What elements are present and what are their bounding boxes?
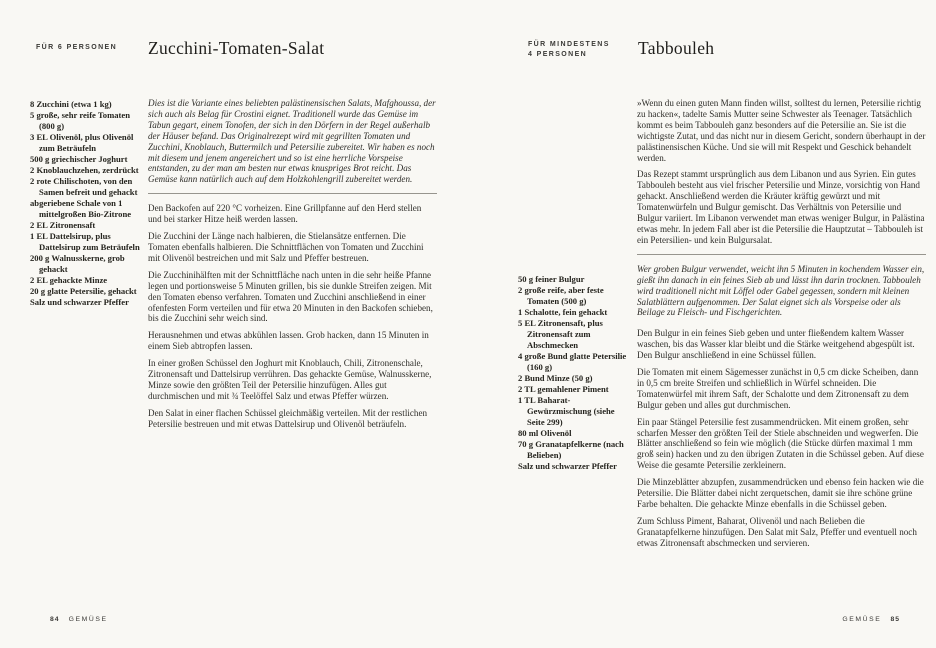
recipe-intro-right	[637, 98, 926, 246]
ingredient: 1 TL Baharat-Gewürzmischung (siehe Seite 299)	[518, 395, 615, 427]
ingredient: 2 rote Chilischoten, von den Samen befreit und gehackt	[30, 176, 138, 197]
ingredient: 200 g Walnusskerne, grob gehackt	[30, 253, 125, 274]
ingredient: 4 große Bund glatte Petersilie (160 g)	[518, 351, 627, 372]
step-paragraph: Den Salat in einer flachen Schüssel gleichmäßig verteilen. Mit der restlichen Petersilie bestreuen und mit etwas Dattelsirup und Olivenöl beträufeln.	[148, 407, 428, 429]
step-paragraph: Die Zucchinihälften mit der Schnittfläche nach unten in die sehr heiße Pfanne legen und portionsweise 5 Minuten grillen, bis sie dunkle Streifen zeigen. Mit den Tomaten ebenso verfahren. Tomaten und Zucchini anschließend in einer ofenfesten Form verteilen und für etwa 20 Minuten in den Backofen schieben, bis die Zucchini sehr weich sind.	[148, 269, 433, 324]
recipe-title-left: Zucchini-Tomaten-Salat	[148, 38, 325, 58]
step-paragraph: Zum Schluss Piment, Baharat, Olivenöl und nach Belieben die Granatapfelkerne hinzufügen. Den Salat mit Salz, Pfeffer und eventuell noch etwas Zitronensaft abschmecken und servieren.	[637, 515, 917, 548]
ingredient: 5 EL Zitronensaft, plus Zitronensaft zum Abschmecken	[518, 318, 603, 350]
ingredient: 8 Zucchini (etwa 1 kg)	[30, 99, 112, 109]
page-right	[468, 0, 936, 648]
ingredient-list-right	[518, 274, 634, 472]
recipe-title-right: Tabbouleh	[638, 38, 715, 58]
ingredient: 2 EL Zitronensaft	[30, 220, 96, 230]
ingredient: 2 EL gehackte Minze	[30, 275, 108, 285]
serves-label-left: FÜR 6 PERSONEN	[36, 44, 118, 51]
ingredient: 2 TL gemahlener Piment	[518, 384, 609, 394]
ingredient: 20 g glatte Petersilie, gehackt	[30, 286, 137, 296]
ingredient: 2 große reife, aber feste Tomaten (500 g)	[518, 285, 604, 306]
ingredient: Salz und schwarzer Pfeffer	[518, 461, 617, 471]
intro-paragraph: Das Rezept stammt ursprünglich aus dem Libanon und aus Syrien. Ein gutes Tabbouleh besteht aus viel frischer Petersilie und Minze, vorsichtig von Hand gehackt. Anschließend werden die Kräuter kräftig gewürzt und mit Tomatenwürfeln und Bulgur gemischt. Das Verhältnis von Petersilie und Bulgur variiert. Im Libanon verwendet man etwas weniger Bulgur, in Palästina etwas mehr. In jedem Fall aber ist die Petersilie die Hauptzutat – Tabbouleh ist ein Petersilien- und kein Bulgursalat.	[637, 169, 925, 245]
section-divider	[637, 254, 926, 255]
step-paragraph: Den Backofen auf 220 °C vorheizen. Eine Grillpfanne auf den Herd stellen und bei starker Hitze heiß werden lassen.	[148, 203, 422, 225]
page-footer-right	[842, 616, 900, 623]
section-divider	[148, 193, 437, 194]
ingredient: 1 Schalotte, fein gehackt	[518, 307, 608, 317]
ingredient: abgeriebene Schale von 1 mittelgroßen Bio-Zitrone	[30, 198, 132, 219]
step-paragraph: In einer großen Schüssel den Joghurt mit Knoblauch, Chili, Zitronenschale, Zitronensaft und Dattelsirup verrühren. Das gehackte Gemüse, Walnusskerne, Minze sowie den größten Teil der Petersilie hinzufügen. Alles gut durchmischen und mit ¾ Teelöffel Salz und etwas Pfeffer würzen.	[148, 358, 432, 401]
recipe-intro-left	[148, 98, 437, 185]
recipe-steps-right	[637, 328, 926, 548]
section-name: GEMÜSE	[68, 616, 108, 623]
recipe-note: Wer groben Bulgur verwendet, weicht ihn 5 Minuten in kochendem Wasser ein, gießt ihn danach in ein feines Sieb ab und lässt ihn darin trocknen. Tabbouleh wird traditionell nicht mit Löffel oder Gabel gegessen, sondern mit kleinen Salatblättern aufgenommen. Der Salat eignet sich als Vorspeise oder als Beilage zu Fleisch- und Fischgerichten.	[637, 263, 925, 318]
step-paragraph: Die Zucchini der Länge nach halbieren, die Stielansätze entfernen. Die Tomaten ebenfalls halbieren. Die Schnittflächen von Tomaten und Zucchini mit Olivenöl bestreichen und mit Salz und Pfeffer bestreuen.	[148, 231, 424, 263]
serves-line-2: 4 PERSONEN	[528, 51, 588, 58]
serves-label-right	[528, 40, 610, 60]
ingredient: 3 EL Olivenöl, plus Olivenöl zum Beträufeln	[30, 132, 134, 153]
recipe-body-right	[637, 98, 926, 549]
ingredient: 2 Bund Minze (50 g)	[518, 373, 593, 383]
step-paragraph: Ein paar Stängel Petersilie fest zusammendrücken. Mit einem großen, sehr scharfen Messer den größten Teil der Stiele abschneiden und wegwerfen. Die Blätter anschließend so fein wie möglich (die Stücke dürfen maximal 1 mm groß sein) hacken und zu den übrigen Zutaten in die Schüssel geben. Auf diese Weise die gesamte Petersilie zerkleinern.	[637, 416, 924, 471]
ingredient-list-left	[30, 99, 146, 308]
intro-paragraph: Dies ist die Variante eines beliebten palästinensischen Salats, Mafghoussa, der sich auch als Belag für Crostini eignet. Traditionell wurde das Gemüse im Tabun gegart, einem Tonofen, der sich in den Dörfern in der Regel außerhalb der Häuser befand. Das Originalrezept wird mit gegrillten Tomaten und Zucchini, Knoblauch, Buttermilch und Petersilie zubereitet. Wir haben es noch mit diesem und jenem angereichert und so ist eine herrliche Vorspeise entstanden, zu der man am besten nur etwas knuspriges Brot reicht. Das Gemüse kann natürlich auch auf dem Holzkohlengrill zubereitet werden.	[148, 98, 436, 185]
ingredient: 80 ml Olivenöl	[518, 428, 572, 438]
step-paragraph: Die Tomaten mit einem Sägemesser zunächst in 0,5 cm dicke Scheiben, dann in 0,5 cm breite Streifen und schließlich in Würfel schneiden. Die Tomatenwürfel mit ihrem Saft, der Schalotte und dem Zitronensaft zu dem Bulgur geben und alles gut durchmischen.	[637, 367, 919, 410]
step-paragraph: Den Bulgur in ein feines Sieb geben und unter fließendem kaltem Wasser waschen, bis das Wasser klar bleibt und die Stärke weitgehend abgespült ist. Den Bulgur anschließend in eine Schüssel füllen.	[637, 328, 915, 361]
intro-paragraph: »Wenn du einen guten Mann finden willst, solltest du lernen, Petersilie richtig zu hacken«, tadelte Samis Mutter seine Schwester als Teenager. Tatsächlich kommt es beim Tabbouleh ganz besonders auf die Petersilie an. Sie ist die wichtigste Zutat, und das nicht nur in diesem Gericht, sondern überhaupt in der palästinensischen Küche. Und sie will mit Respekt und Geschick behandelt werden.	[637, 98, 926, 163]
section-name: GEMÜSE	[842, 616, 882, 623]
step-paragraph: Die Minzeblätter abzupfen, zusammendrücken und ebenso fein hacken wie die Petersilie. Die Blätter dabei nicht zerquetschen, damit sie ihre schöne grüne Farbe behalten. Die gehackte Minze ebenfalls in die Schüssel geben.	[637, 477, 924, 509]
ingredient: 50 g feiner Bulgur	[518, 274, 585, 284]
step-paragraph: Herausnehmen und etwas abkühlen lassen. Grob hacken, dann 15 Minuten in einem Sieb abtropfen lassen.	[148, 330, 429, 352]
page-footer-left	[50, 616, 108, 623]
ingredient: 5 große, sehr reife Tomaten (800 g)	[30, 110, 131, 131]
page-number: 85	[890, 616, 900, 623]
page-number: 84	[50, 616, 60, 623]
serves-line-1: FÜR MINDESTENS	[528, 41, 610, 48]
ingredient: 500 g griechischer Joghurt	[30, 154, 128, 164]
ingredient: 1 EL Dattelsirup, plus Dattelsirup zum Beträufeln	[30, 231, 140, 252]
recipe-body-left	[148, 98, 437, 430]
ingredient: Salz und schwarzer Pfeffer	[30, 297, 129, 307]
recipe-steps-left	[148, 203, 437, 429]
ingredient: 70 g Granatapfelkerne (nach Belieben)	[518, 439, 624, 460]
ingredient: 2 Knoblauchzehen, zerdrückt	[30, 165, 139, 175]
